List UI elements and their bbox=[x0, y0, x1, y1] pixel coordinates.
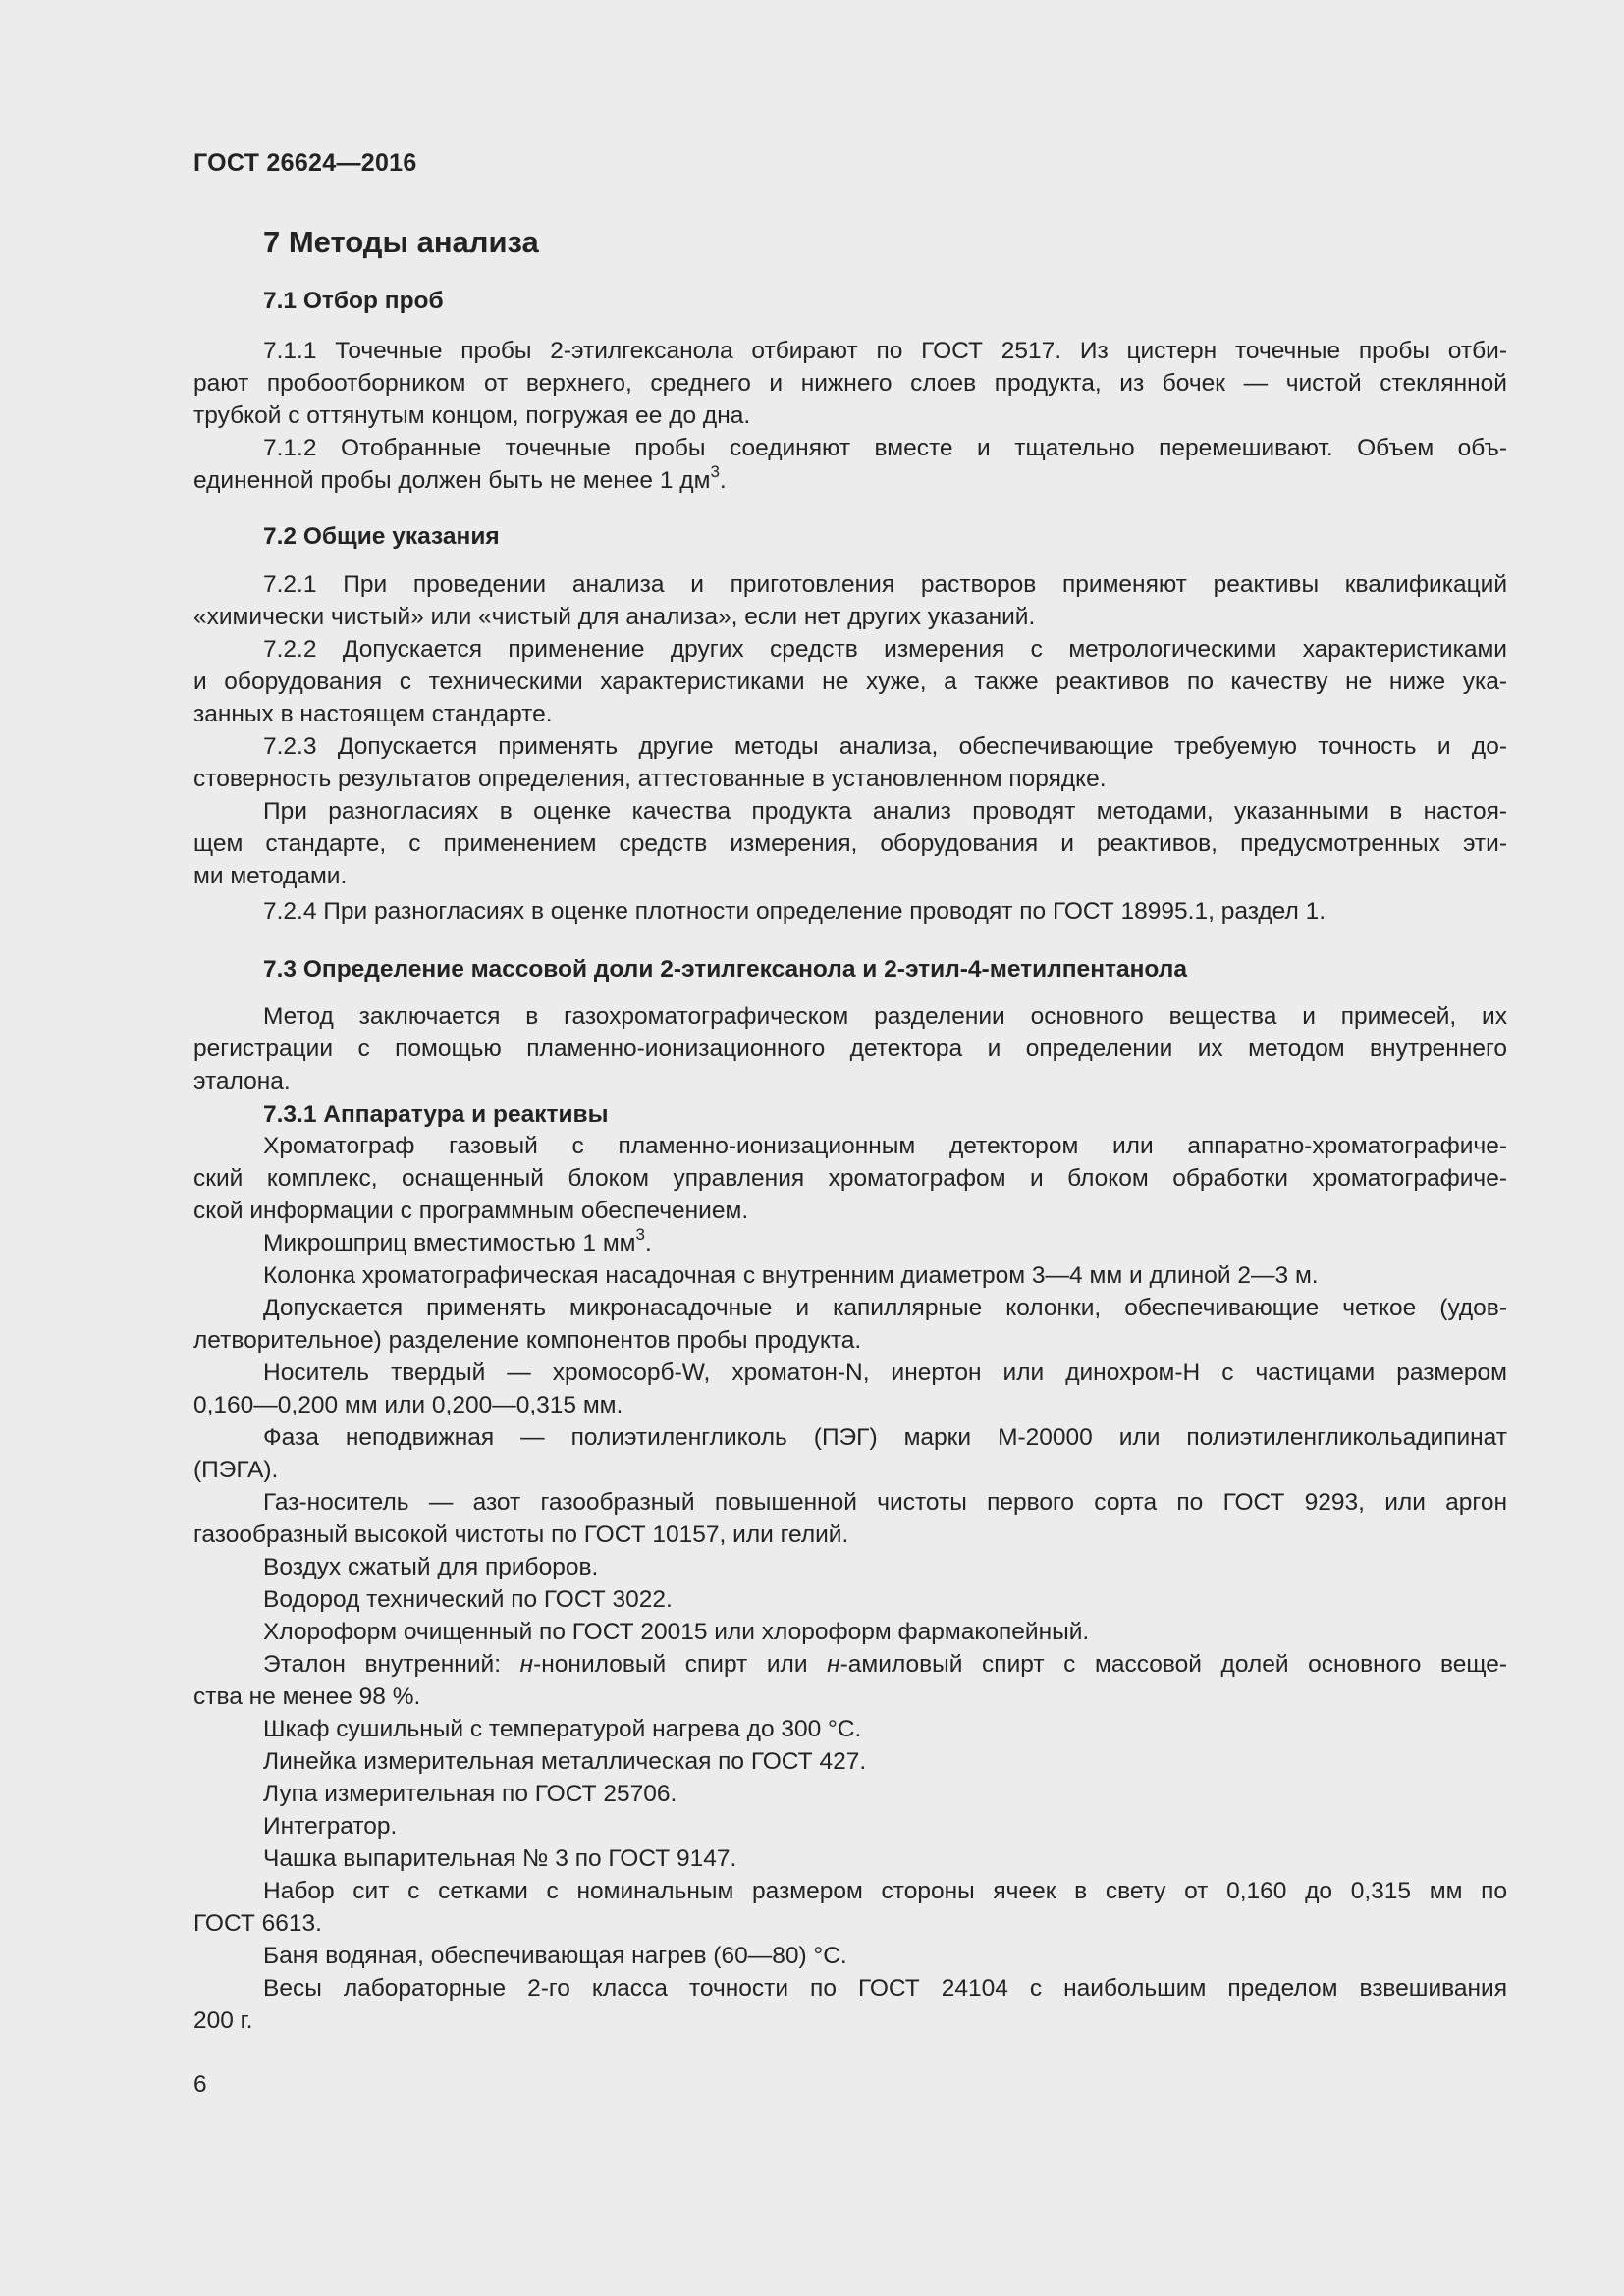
text-line: Хлороформ очищенный по ГОСТ 20015 или хлороформ фармакопейный. bbox=[263, 1619, 1090, 1645]
text-line: Газ-носитель — азот газообразный повышенной чистоты первого сорта по ГОСТ 9293, или аргон bbox=[263, 1489, 1507, 1516]
text-line: 7.2.2 Допускается применение других средств измерения с метрологическими характеристиками bbox=[263, 636, 1507, 663]
text-fragment: Эталон внутренний: bbox=[263, 1651, 520, 1678]
superscript: 3 bbox=[635, 1224, 645, 1244]
text-fragment: -амиловый спирт с массовой долей основного веще- bbox=[839, 1651, 1507, 1678]
text-line: регистрации с помощью пламенно-ионизационного детектора и определении их методом внутреннего bbox=[193, 1036, 1507, 1062]
text-line bbox=[263, 1224, 1507, 1258]
standard-header: ГОСТ 26624—2016 bbox=[193, 149, 417, 177]
text-line: занных в настоящем стандарте. bbox=[193, 701, 553, 727]
text-line: 0,160—0,200 мм или 0,200—0,315 мм. bbox=[193, 1392, 623, 1418]
text-line: ской информации с программным обеспечением. bbox=[193, 1198, 749, 1224]
text-line: стоверность результатов определения, аттестованные в установленном порядке. bbox=[193, 766, 1107, 792]
text-line: Шкаф сушильный с температурой нагрева до 300 °С. bbox=[263, 1716, 862, 1742]
text-line: Чашка выпарительная № 3 по ГОСТ 9147. bbox=[263, 1845, 737, 1872]
text-line: Носитель твердый — хромосорб-W, хроматон-N, инертон или динохром-Н с частицами размером bbox=[263, 1360, 1507, 1386]
subsection-heading-7-3-1: 7.3.1 Аппаратура и реактивы bbox=[263, 1101, 609, 1128]
text-line: 7.1.1 Точечные пробы 2-этилгексанола отбирают по ГОСТ 2517. Из цистерн точечные пробы отби- bbox=[263, 338, 1507, 364]
text-line: 7.1.2 Отобранные точечные пробы соединяют вместе и тщательно перемешивают. Объем объ- bbox=[263, 435, 1507, 461]
text-line: газообразный высокой чистоты по ГОСТ 10157, или гелий. bbox=[193, 1522, 849, 1548]
text-fragment: Микрошприц вместимостью 1 мм bbox=[263, 1230, 636, 1256]
text-line: 7.2.3 Допускается применять другие методы анализа, обеспечивающие требуемую точность и до- bbox=[263, 733, 1507, 760]
text-line: рают пробоотборником от верхнего, среднего и нижнего слоев продукта, из бочек — чистой стеклянной bbox=[193, 370, 1507, 397]
text-line: ГОСТ 6613. bbox=[193, 1910, 322, 1937]
text-line: и оборудования с техническими характеристиками не хуже, а также реактивов по качеству не ниже ука- bbox=[193, 668, 1507, 695]
page-number: 6 bbox=[193, 2071, 207, 2098]
text-line: Метод заключается в газохроматографическом разделении основного вещества и примесей, их bbox=[263, 1003, 1507, 1030]
text-line: щем стандарте, с применением средств измерения, оборудования и реактивов, предусмотренных эти- bbox=[193, 830, 1507, 857]
text-line: Баня водяная, обеспечивающая нагрев (60—80) °С. bbox=[263, 1943, 847, 1969]
text-line: Допускается применять микронасадочные и капиллярные колонки, обеспечивающие четкое (удов- bbox=[263, 1295, 1507, 1321]
text-line: 7.2.1 При проведении анализа и приготовления растворов применяют реактивы квалификаций bbox=[263, 571, 1507, 598]
italic-fragment: н bbox=[519, 1651, 534, 1678]
text-line: ства не менее 98 %. bbox=[193, 1683, 421, 1710]
text-line: Водород технический по ГОСТ 3022. bbox=[263, 1586, 673, 1613]
text-line: 7.2.4 При разногласиях в оценке плотности определение проводят по ГОСТ 18995.1, раздел 1. bbox=[263, 898, 1326, 925]
text-line: эталона. bbox=[193, 1068, 291, 1095]
italic-fragment: н bbox=[827, 1651, 840, 1678]
text-line: летворительное) разделение компонентов пробы продукта. bbox=[193, 1327, 862, 1354]
subsection-heading-7-3: 7.3 Определение массовой доли 2-этилгексанола и 2-этил-4-метилпентанола bbox=[263, 956, 1187, 983]
text-line bbox=[263, 1650, 1507, 1680]
text-line: При разногласиях в оценке качества продукта анализ проводят методами, указанными в настоя- bbox=[263, 798, 1507, 825]
text-fragment: . bbox=[644, 1230, 652, 1256]
text-line bbox=[193, 461, 1507, 496]
text-line: Линейка измерительная металлическая по ГОСТ 427. bbox=[263, 1748, 867, 1775]
text-fragment: единенной пробы должен быть не менее 1 дм bbox=[193, 467, 711, 494]
text-line: (ПЭГА). bbox=[193, 1457, 279, 1483]
text-fragment: . bbox=[719, 467, 727, 494]
text-line: Воздух сжатый для приборов. bbox=[263, 1554, 599, 1580]
text-line: трубкой с оттянутым концом, погружая ее до дна. bbox=[193, 402, 751, 429]
text-line: Набор сит с сетками с номинальным размером стороны ячеек в свету от 0,160 до 0,315 мм по bbox=[263, 1878, 1507, 1904]
text-line: Хроматограф газовый с пламенно-ионизационным детектором или аппаратно-хроматографиче- bbox=[263, 1133, 1507, 1159]
text-line: ский комплекс, оснащенный блоком управления хроматографом и блоком обработки хроматографиче- bbox=[193, 1165, 1507, 1192]
subsection-heading-7-2: 7.2 Общие указания bbox=[263, 523, 500, 550]
superscript: 3 bbox=[710, 461, 720, 481]
text-line: Колонка хроматографическая насадочная с внутренним диаметром 3—4 мм и длиной 2—3 м. bbox=[263, 1262, 1319, 1289]
text-line: Лупа измерительная по ГОСТ 25706. bbox=[263, 1781, 677, 1807]
text-line: Фаза неподвижная — полиэтиленгликоль (ПЭГ) марки М-20000 или полиэтиленгликольадипинат bbox=[263, 1424, 1507, 1451]
section-title: 7 Методы анализа bbox=[263, 225, 539, 259]
text-line: 200 г. bbox=[193, 2007, 253, 2034]
text-line: Интегратор. bbox=[263, 1813, 398, 1840]
subsection-heading-7-1: 7.1 Отбор проб bbox=[263, 288, 444, 314]
text-line: ми методами. bbox=[193, 863, 348, 889]
text-line: «химически чистый» или «чистый для анализа», если нет других указаний. bbox=[193, 604, 1036, 630]
text-line: Весы лабораторные 2-го класса точности по ГОСТ 24104 с наибольшим пределом взвешивания bbox=[263, 1975, 1507, 2002]
text-fragment: -нониловый спирт или bbox=[533, 1651, 828, 1678]
